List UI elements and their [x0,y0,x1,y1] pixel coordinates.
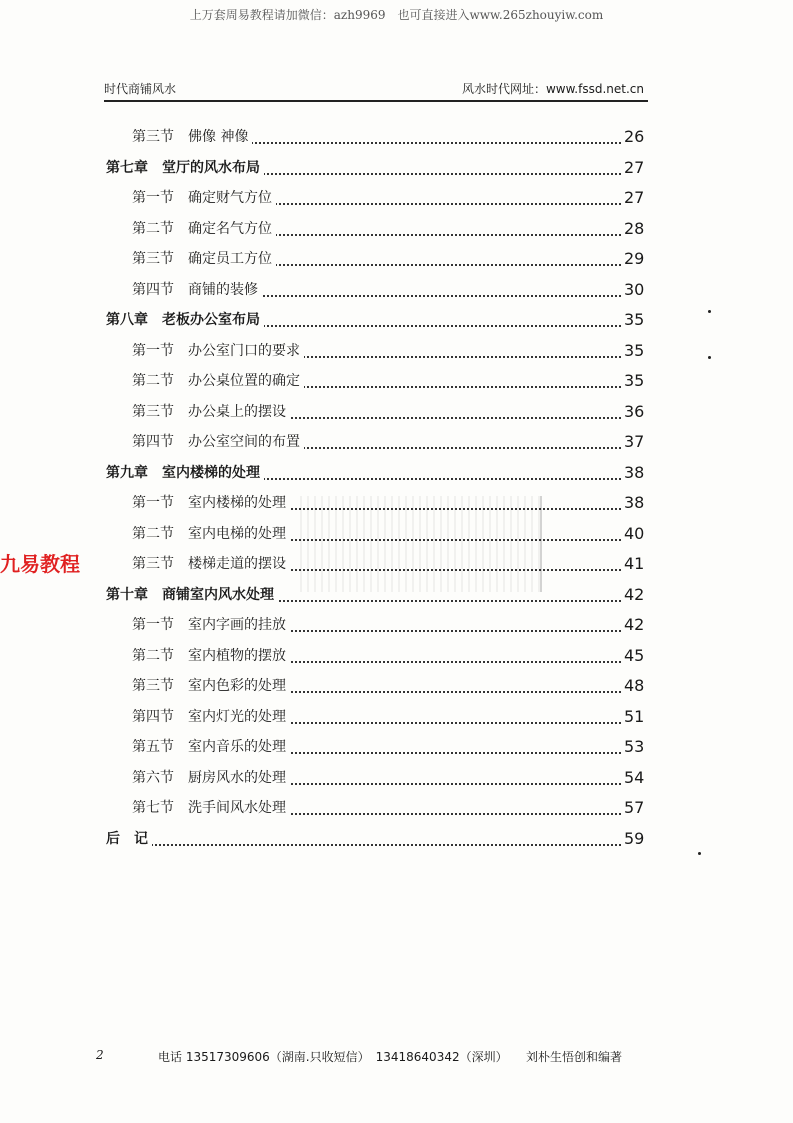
toc-section-title: 第一节 室内字画的挂放 [132,612,290,638]
toc-section-title: 第三节 楼梯走道的摆设 [132,551,290,577]
toc-page-number: 53 [624,737,645,756]
toc-page-number: 35 [624,310,645,329]
toc-page-number: 42 [624,615,645,634]
toc-section-title: 第三节 室内色彩的处理 [132,673,290,699]
toc-page-number: 28 [624,218,645,238]
toc-chapter-title: 第九章 室内楼梯的处理 [106,460,264,486]
toc-section-title: 第一节 室内楼梯的处理 [132,490,290,516]
toc-page-number: 27 [624,188,645,207]
toc-section-title: 第六节 厨房风水的处理 [132,765,290,791]
toc-section-title: 第一节 确定财气方位 [132,185,276,211]
scan-speck [698,852,701,855]
toc-entry [0,826,793,852]
toc-section-title: 第二节 室内植物的摆放 [132,643,290,669]
top-watermark: 上万套周易教程请加微信：azh9969 也可直接进入www.265zhouyiw.com [189,8,604,22]
toc-page-number: 42 [624,584,645,604]
footer-contact: 电话 13517309606（湖南.只收短信） 13418640342（深圳） [158,1050,508,1064]
toc-page-number: 40 [624,523,645,543]
toc-chapter-title: 第七章 堂厅的风水布局 [106,155,264,181]
scan-speck [708,310,711,313]
toc-page-number: 51 [624,706,645,726]
toc-page-number: 29 [624,249,645,268]
toc-page-number: 48 [624,676,645,695]
toc-page-number: 35 [624,371,645,390]
toc-section-title: 第四节 室内灯光的处理 [132,704,290,730]
toc-section-title: 第二节 确定名气方位 [132,216,276,242]
toc-page-number: 54 [624,767,645,787]
toc-section-title: 第三节 办公桌上的摆设 [132,399,290,425]
toc-section-title: 第二节 室内电梯的处理 [132,521,290,547]
toc-section-title: 第五节 室内音乐的处理 [132,734,290,760]
toc-page-number: 57 [624,798,645,817]
toc-page-number: 27 [624,157,645,177]
toc-section-title: 第四节 商铺的装修 [132,277,262,303]
toc-page-number: 38 [624,493,645,512]
scan-speck [708,356,711,359]
toc-page-number: 26 [624,127,645,146]
toc-chapter-title: 第八章 老板办公室布局 [106,307,264,333]
toc-page-number: 35 [624,340,645,360]
toc-page-number: 38 [624,462,645,482]
footer-author: 刘朴生悟创和编著 [526,1050,623,1064]
toc-section-title: 第三节 确定员工方位 [132,246,276,272]
toc-leader-dots [116,818,621,846]
toc-section-title: 第四节 办公室空间的布置 [132,429,304,455]
header-website: 风水时代网址：www.fssd.net.cn [461,82,644,96]
toc-section-title: 第三节 佛像 神像 [132,124,252,150]
footer-page-number: 2 [96,1048,104,1062]
page-header [104,80,648,102]
page-footer [96,1048,656,1068]
toc-section-title: 第二节 办公桌位置的确定 [132,368,304,394]
toc-section-title: 第七节 洗手间风水处理 [132,795,290,821]
toc-chapter-title: 第十章 商铺室内风水处理 [106,582,278,608]
header-book-title: 时代商铺风水 [104,82,177,96]
sidebar-watermark: 九易教程 [0,552,80,576]
toc-page-number: 36 [624,401,645,421]
toc-page-number: 59 [624,828,645,848]
toc-section-title: 第一节 办公室门口的要求 [132,338,304,364]
toc-page-number: 30 [624,279,645,299]
toc-page-number: 41 [624,554,645,573]
toc-chapter-title: 后 记 [106,826,152,852]
toc-page-number: 45 [624,645,645,665]
toc-page-number: 37 [624,432,645,451]
